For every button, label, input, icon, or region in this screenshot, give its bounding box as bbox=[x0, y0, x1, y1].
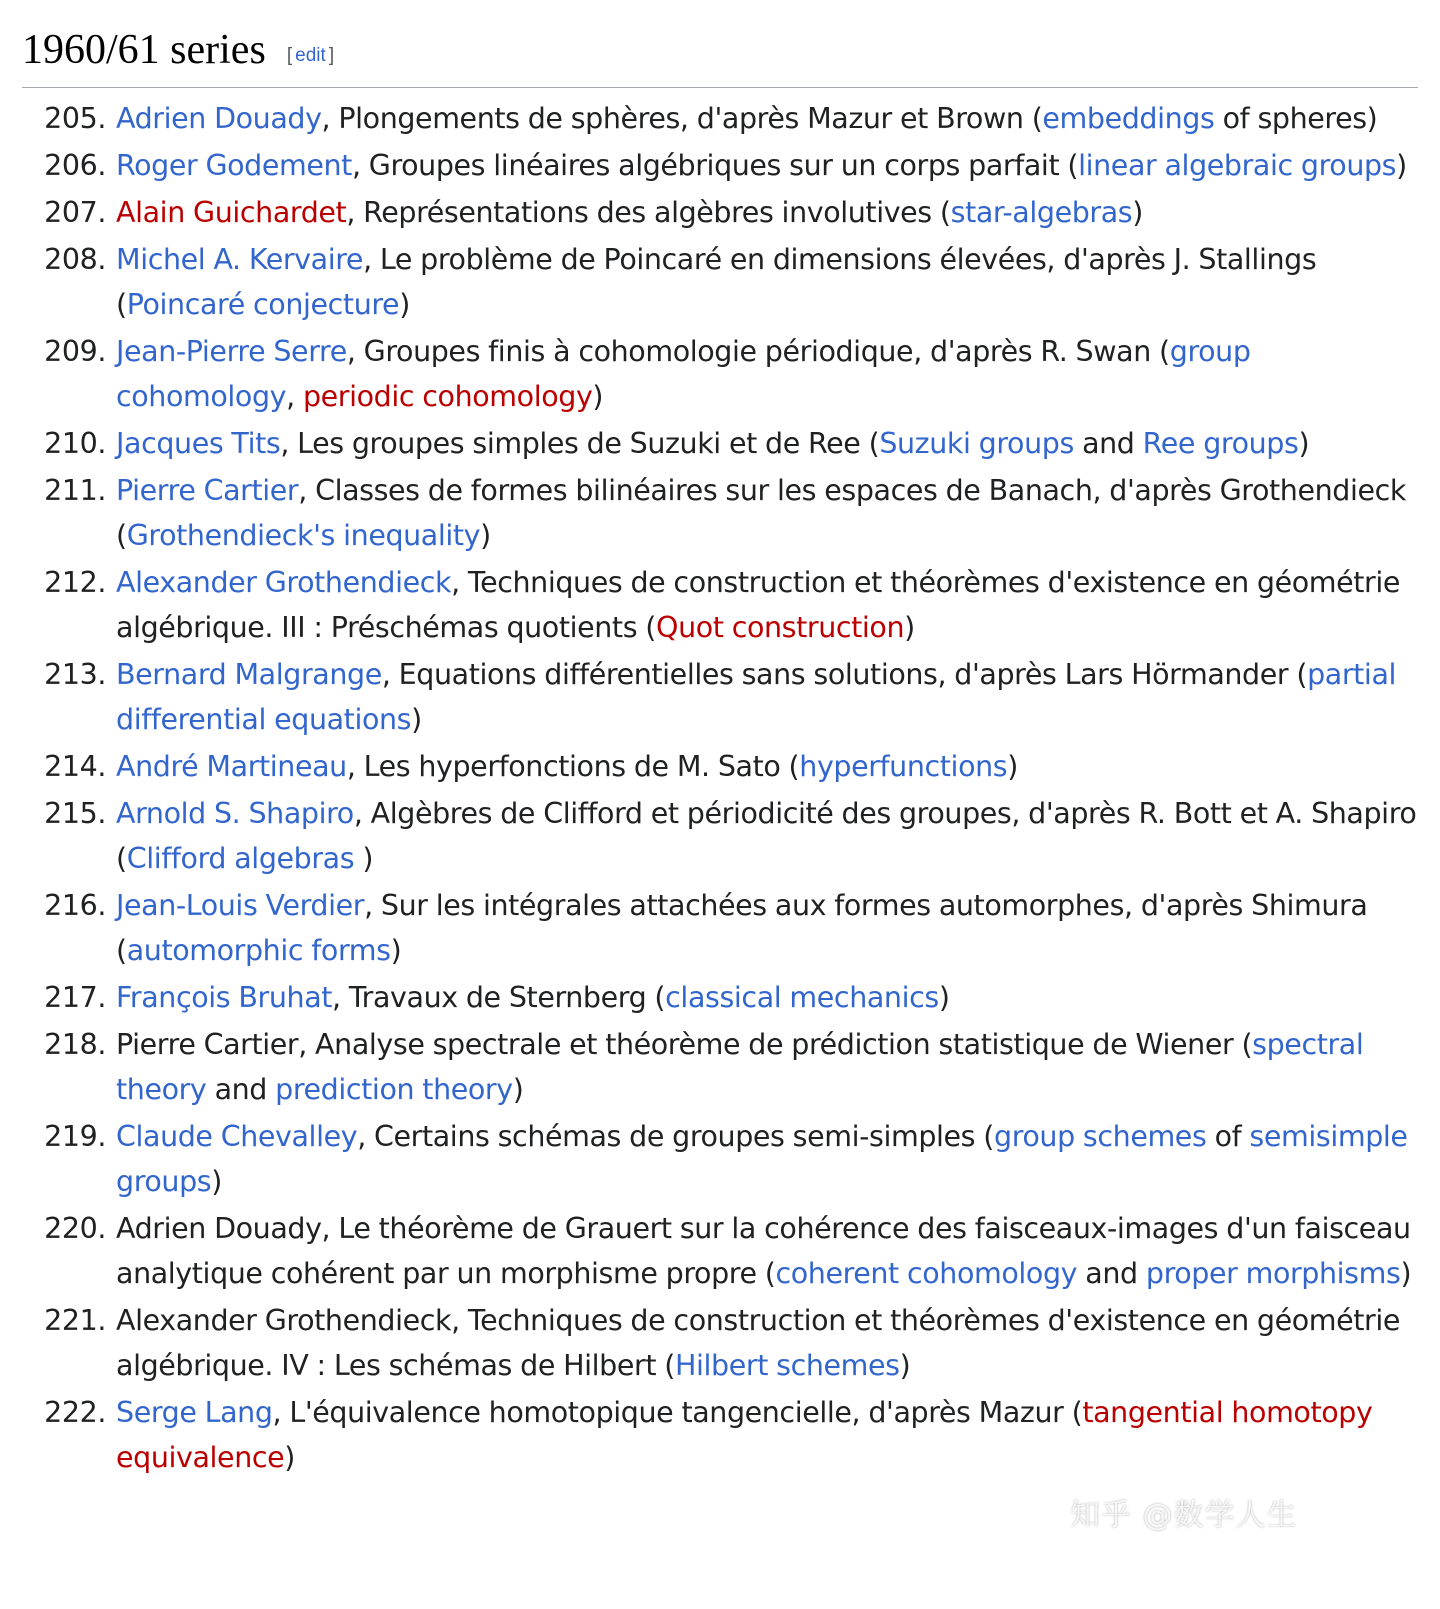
item-text: ) bbox=[1298, 427, 1310, 460]
item-text: , Sur les intégrales attachées aux formes automorphes, d'après Shimura ( bbox=[116, 889, 1368, 967]
wiki-link[interactable]: hyperfunctions bbox=[799, 750, 1008, 783]
item-text: Alexander Grothendieck, Techniques de construction et théorèmes d'existence en géométrie algébrique. IV : Les schémas de Hilbert ( bbox=[116, 1304, 1401, 1382]
item-number: 205. bbox=[44, 102, 106, 135]
item-text: ) bbox=[284, 1441, 295, 1474]
item-text: , Les groupes simples de Suzuki et de Ree ( bbox=[280, 427, 880, 460]
wiki-link[interactable]: Claude Chevalley bbox=[116, 1120, 358, 1153]
list-item bbox=[22, 468, 1418, 558]
redlink[interactable]: tangential homotopy equivalence bbox=[116, 1396, 1373, 1474]
list-item bbox=[22, 975, 1418, 1020]
item-number: 217. bbox=[44, 981, 106, 1014]
item-number: 209. bbox=[44, 335, 106, 368]
item-text: ) bbox=[411, 703, 422, 736]
item-text: Pierre Cartier, Analyse spectrale et théorème de prédiction statistique de Wiener ( bbox=[116, 1028, 1253, 1061]
item-number: 211. bbox=[44, 474, 106, 507]
item-text: , L'équivalence homotopique tangencielle, d'après Mazur ( bbox=[272, 1396, 1083, 1429]
wiki-link[interactable]: Hilbert schemes bbox=[674, 1349, 900, 1382]
item-text: ) bbox=[1007, 750, 1018, 783]
redlink[interactable]: Alain Guichardet bbox=[116, 196, 347, 229]
series-list bbox=[22, 96, 1418, 1482]
wiki-link[interactable]: Arnold S. Shapiro bbox=[116, 797, 354, 830]
item-number: 222. bbox=[44, 1396, 106, 1429]
item-text: ) bbox=[354, 842, 374, 875]
redlink[interactable]: Quot construction bbox=[656, 611, 905, 644]
list-item bbox=[22, 329, 1418, 419]
wiki-link[interactable]: group schemes bbox=[994, 1120, 1207, 1153]
item-text: Adrien Douady, Le théorème de Grauert sur la cohérence des faisceaux-images d'un faisceau analytique cohérent par un morphisme propre ( bbox=[116, 1212, 1411, 1290]
wiki-link[interactable]: Roger Godement bbox=[116, 149, 352, 182]
wiki-link[interactable]: spectral theory bbox=[116, 1028, 1364, 1106]
wiki-link[interactable]: Clifford algebras bbox=[126, 842, 355, 875]
item-text: ) bbox=[938, 981, 950, 1014]
wiki-link[interactable]: embeddings bbox=[1042, 102, 1215, 135]
wiki-link[interactable]: Jacques Tits bbox=[116, 427, 281, 460]
wiki-link[interactable]: Jean-Pierre Serre bbox=[116, 335, 347, 368]
list-item bbox=[22, 883, 1418, 973]
list-item bbox=[22, 560, 1418, 650]
wiki-link[interactable]: Pierre Cartier bbox=[116, 474, 299, 507]
item-text: , Le problème de Poincaré en dimensions élevées, d'après J. Stallings ( bbox=[116, 243, 1317, 321]
item-number: 212. bbox=[44, 566, 106, 599]
item-text: ) bbox=[211, 1165, 222, 1198]
wiki-link[interactable]: classical mechanics bbox=[665, 981, 939, 1014]
wiki-link[interactable]: Jean-Louis Verdier bbox=[116, 889, 365, 922]
item-number: 215. bbox=[44, 797, 106, 830]
watermark: 知乎 @数学人生 bbox=[1070, 1498, 1298, 1533]
edit-link[interactable]: edit bbox=[295, 45, 326, 66]
item-number: 213. bbox=[44, 658, 106, 691]
item-text: ) bbox=[512, 1073, 524, 1106]
item-number: 206. bbox=[44, 149, 106, 182]
wiki-link[interactable]: Michel A. Kervaire bbox=[116, 243, 364, 276]
wiki-link[interactable]: André Martineau bbox=[116, 750, 347, 783]
wiki-link[interactable]: Poincaré conjecture bbox=[126, 288, 400, 321]
wiki-link[interactable]: Grothendieck's inequality bbox=[126, 519, 481, 552]
item-text: , Groupes finis à cohomologie périodique, d'après R. Swan ( bbox=[346, 335, 1170, 368]
list-item bbox=[22, 96, 1418, 141]
wiki-link[interactable]: Adrien Douady bbox=[116, 102, 322, 135]
item-number: 214. bbox=[44, 750, 106, 783]
item-text: ) bbox=[899, 1349, 911, 1382]
item-number: 221. bbox=[44, 1304, 106, 1337]
list-item bbox=[22, 744, 1418, 789]
item-text: ) bbox=[592, 380, 604, 413]
wiki-link[interactable]: prediction theory bbox=[275, 1073, 513, 1106]
item-text: , Plongements de sphères, d'après Mazur et Brown ( bbox=[321, 102, 1043, 135]
section-title: 1960/61 series bbox=[22, 27, 266, 73]
wiki-link[interactable]: François Bruhat bbox=[116, 981, 333, 1014]
item-number: 210. bbox=[44, 427, 106, 460]
list-item bbox=[22, 1206, 1418, 1296]
item-number: 208. bbox=[44, 243, 106, 276]
wiki-link[interactable]: Ree groups bbox=[1142, 427, 1299, 460]
wiki-link[interactable]: star-algebras bbox=[950, 196, 1133, 229]
wiki-link[interactable]: proper morphisms bbox=[1145, 1257, 1401, 1290]
item-text: of bbox=[1206, 1120, 1250, 1153]
list-item bbox=[22, 421, 1418, 466]
list-item bbox=[22, 1022, 1418, 1112]
wiki-link[interactable]: linear algebraic groups bbox=[1078, 149, 1397, 182]
item-number: 219. bbox=[44, 1120, 106, 1153]
wiki-link[interactable]: Suzuki groups bbox=[879, 427, 1074, 460]
list-item bbox=[22, 652, 1418, 742]
item-text: ) bbox=[480, 519, 491, 552]
list-item bbox=[22, 237, 1418, 327]
list-item bbox=[22, 1298, 1418, 1388]
item-text: ) bbox=[904, 611, 915, 644]
item-text: , Certains schémas de groupes semi-simples ( bbox=[357, 1120, 994, 1153]
item-text: ) bbox=[1400, 1257, 1412, 1290]
item-number: 216. bbox=[44, 889, 106, 922]
wiki-link[interactable]: Bernard Malgrange bbox=[116, 658, 382, 691]
wiki-link[interactable]: partial differential equations bbox=[116, 658, 1397, 736]
wiki-link[interactable]: coherent cohomology bbox=[775, 1257, 1078, 1290]
item-text: ) bbox=[1132, 196, 1143, 229]
item-number: 220. bbox=[44, 1212, 106, 1245]
wiki-link[interactable]: Alexander Grothendieck bbox=[116, 566, 452, 599]
item-text: , Représentations des algèbres involutives ( bbox=[346, 196, 951, 229]
wiki-link[interactable]: Serge Lang bbox=[116, 1396, 273, 1429]
item-text: ) bbox=[390, 934, 402, 967]
edit-bracket-close: ] bbox=[328, 45, 335, 66]
item-text: , Algèbres de Clifford et périodicité des groupes, d'après R. Bott et A. Shapiro ( bbox=[116, 797, 1417, 875]
item-number: 218. bbox=[44, 1028, 106, 1061]
list-item bbox=[22, 1114, 1418, 1204]
section-heading bbox=[22, 22, 1418, 88]
item-text: and bbox=[206, 1073, 276, 1106]
item-text: , Groupes linéaires algébriques sur un corps parfait ( bbox=[351, 149, 1079, 182]
item-text: and bbox=[1077, 1257, 1146, 1290]
list-item bbox=[22, 143, 1418, 188]
redlink[interactable]: periodic cohomology bbox=[302, 380, 593, 413]
wiki-link[interactable]: semisimple groups bbox=[116, 1120, 1408, 1198]
item-number: 207. bbox=[44, 196, 106, 229]
item-text: ) bbox=[399, 288, 410, 321]
item-text: , Equations différentielles sans solutions, d'après Lars Hörmander ( bbox=[381, 658, 1308, 691]
item-text: , Techniques de construction et théorèmes d'existence en géométrie algébrique. III : Préschémas quotients ( bbox=[116, 566, 1401, 644]
item-text: , Classes de formes bilinéaires sur les espaces de Banach, d'après Grothendieck ( bbox=[116, 474, 1406, 552]
edit-section bbox=[287, 22, 334, 68]
item-text: , bbox=[286, 380, 303, 413]
list-item bbox=[22, 1390, 1418, 1480]
item-text: and bbox=[1073, 427, 1143, 460]
item-text: of spheres) bbox=[1214, 102, 1378, 135]
edit-bracket-open: [ bbox=[286, 45, 293, 66]
item-text: , Travaux de Sternberg ( bbox=[332, 981, 666, 1014]
list-item bbox=[22, 791, 1418, 881]
item-text: ) bbox=[1396, 149, 1407, 182]
list-item bbox=[22, 190, 1418, 235]
item-text: , Les hyperfonctions de M. Sato ( bbox=[346, 750, 800, 783]
wiki-link[interactable]: group cohomology bbox=[116, 335, 1251, 413]
wiki-link[interactable]: automorphic forms bbox=[126, 934, 391, 967]
